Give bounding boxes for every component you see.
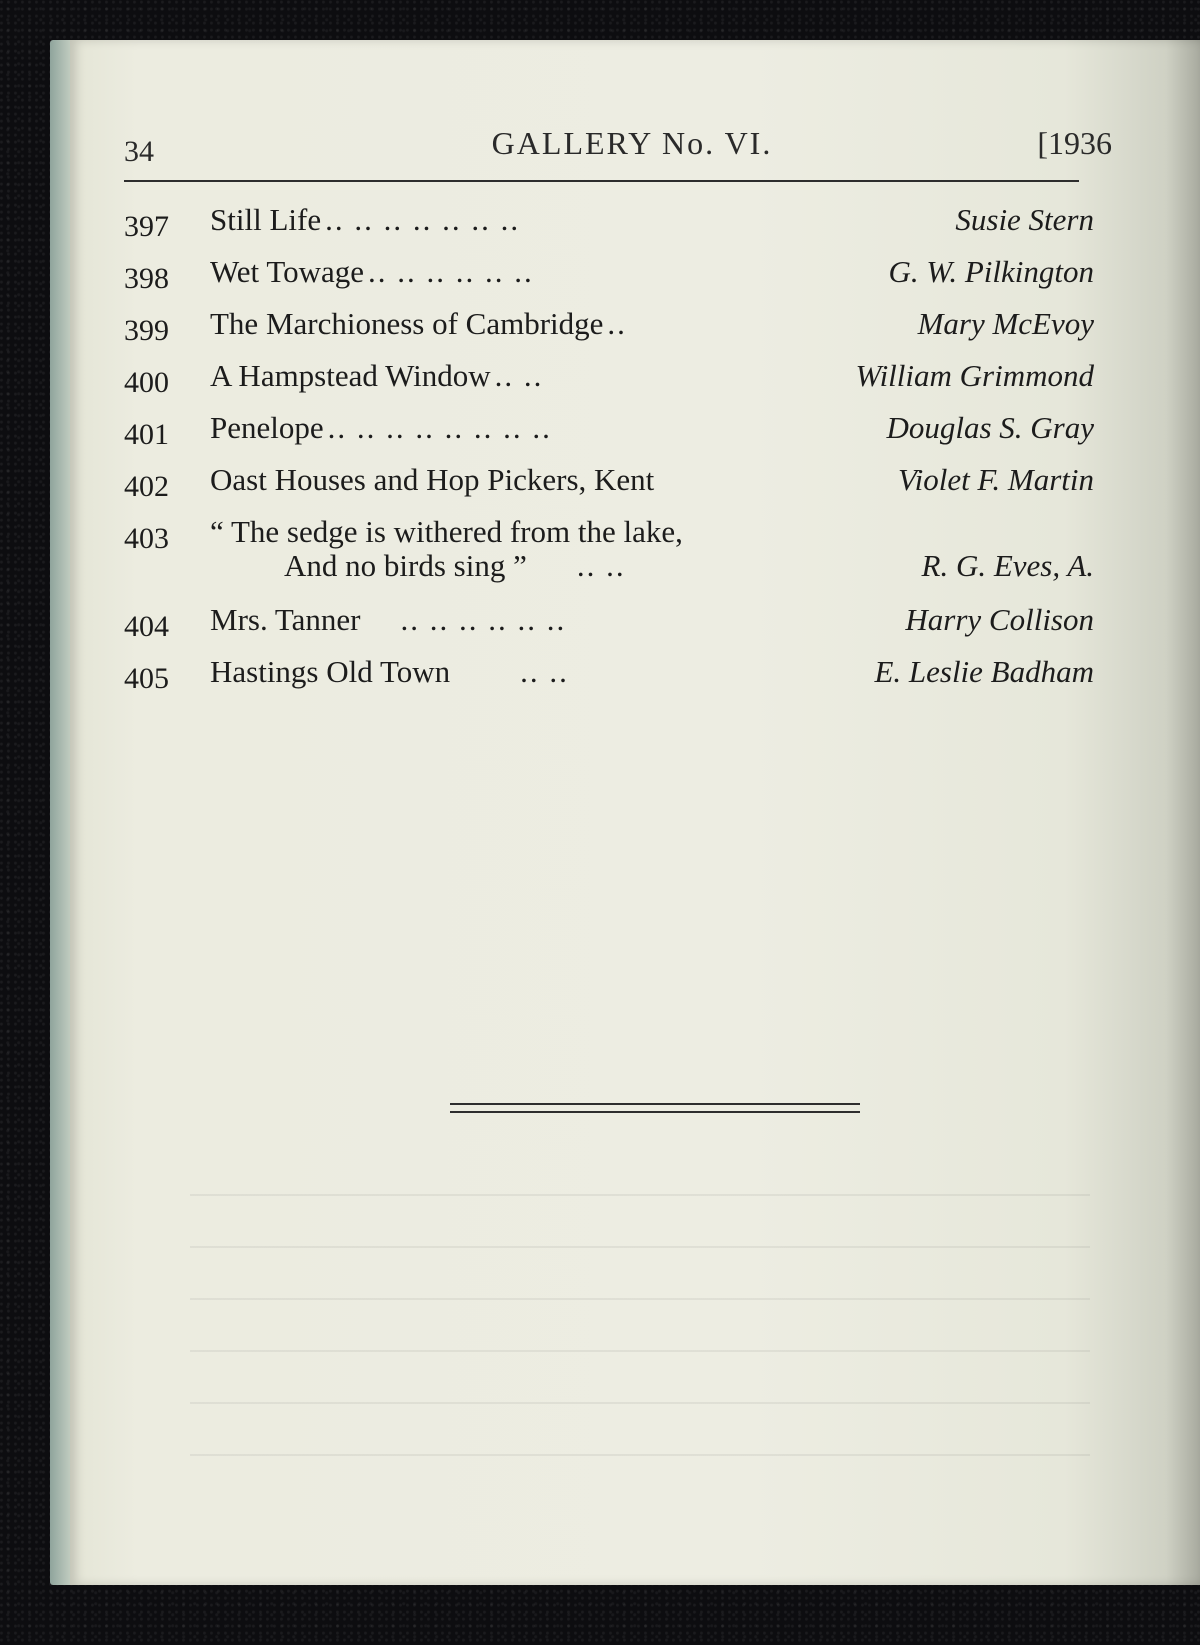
- catalogue-entry: [124, 404, 1094, 456]
- catalogue-entry: [124, 196, 1094, 248]
- bleed-through-shadow: [190, 1150, 1090, 1500]
- year-label: [1936: [1037, 125, 1112, 161]
- entry-number: 401: [124, 418, 169, 451]
- entry-number: 403: [124, 522, 169, 555]
- entry-title: Mrs. Tanner .. .. .. .. .. ..: [210, 602, 567, 637]
- entry-title: Hastings Old Town .. ..: [210, 654, 569, 689]
- catalogue-entries: [124, 196, 1094, 700]
- entry-artist: Douglas S. Gray: [886, 410, 1094, 445]
- entry-title: Oast Houses and Hop Pickers, Kent: [210, 462, 655, 497]
- entry-number: 397: [124, 210, 169, 243]
- catalogue-entry: [124, 456, 1094, 508]
- header-rule: [124, 180, 1079, 182]
- entry-title: Penelope .. .. .. .. .. .. .. ..: [210, 410, 552, 445]
- entry-artist: R. G. Eves, A.: [921, 548, 1094, 583]
- entry-title: Wet Towage .. .. .. .. .. ..: [210, 254, 534, 289]
- running-title: GALLERY No. VI.: [491, 125, 773, 161]
- catalogue-entry: [124, 300, 1094, 352]
- entry-number: 400: [124, 366, 169, 399]
- entry-number: 404: [124, 610, 169, 643]
- catalogue-entry: [124, 648, 1094, 700]
- entry-artist: Mary McEvoy: [917, 306, 1094, 341]
- entry-artist: G. W. Pilkington: [888, 254, 1094, 289]
- page-header: [124, 125, 1140, 195]
- entry-number: 398: [124, 262, 169, 295]
- entry-title: A Hampstead Window .. ..: [210, 358, 544, 393]
- page-number: 34: [124, 135, 154, 168]
- entry-title: Still Life .. .. .. .. .. .. ..: [210, 202, 521, 237]
- entry-artist: William Grimmond: [855, 358, 1094, 393]
- catalogue-entry: [124, 248, 1094, 300]
- entry-artist: Harry Collison: [905, 602, 1094, 637]
- catalogue-entry: [124, 352, 1094, 404]
- entry-number: 399: [124, 314, 169, 347]
- entry-number: 405: [124, 662, 169, 695]
- end-rule: [450, 1103, 860, 1113]
- entry-title: The Marchioness of Cambridge ..: [210, 306, 627, 341]
- catalogue-entry: [124, 508, 1094, 596]
- entry-title: “ The sedge is withered from the lake,: [210, 514, 683, 549]
- entry-title-line-2: And no birds sing ” .. ..: [284, 548, 626, 583]
- entry-artist: Susie Stern: [955, 202, 1094, 237]
- entry-artist: Violet F. Martin: [897, 462, 1094, 497]
- entry-artist: E. Leslie Badham: [874, 654, 1094, 689]
- entry-number: 402: [124, 470, 169, 503]
- catalogue-entry: [124, 596, 1094, 648]
